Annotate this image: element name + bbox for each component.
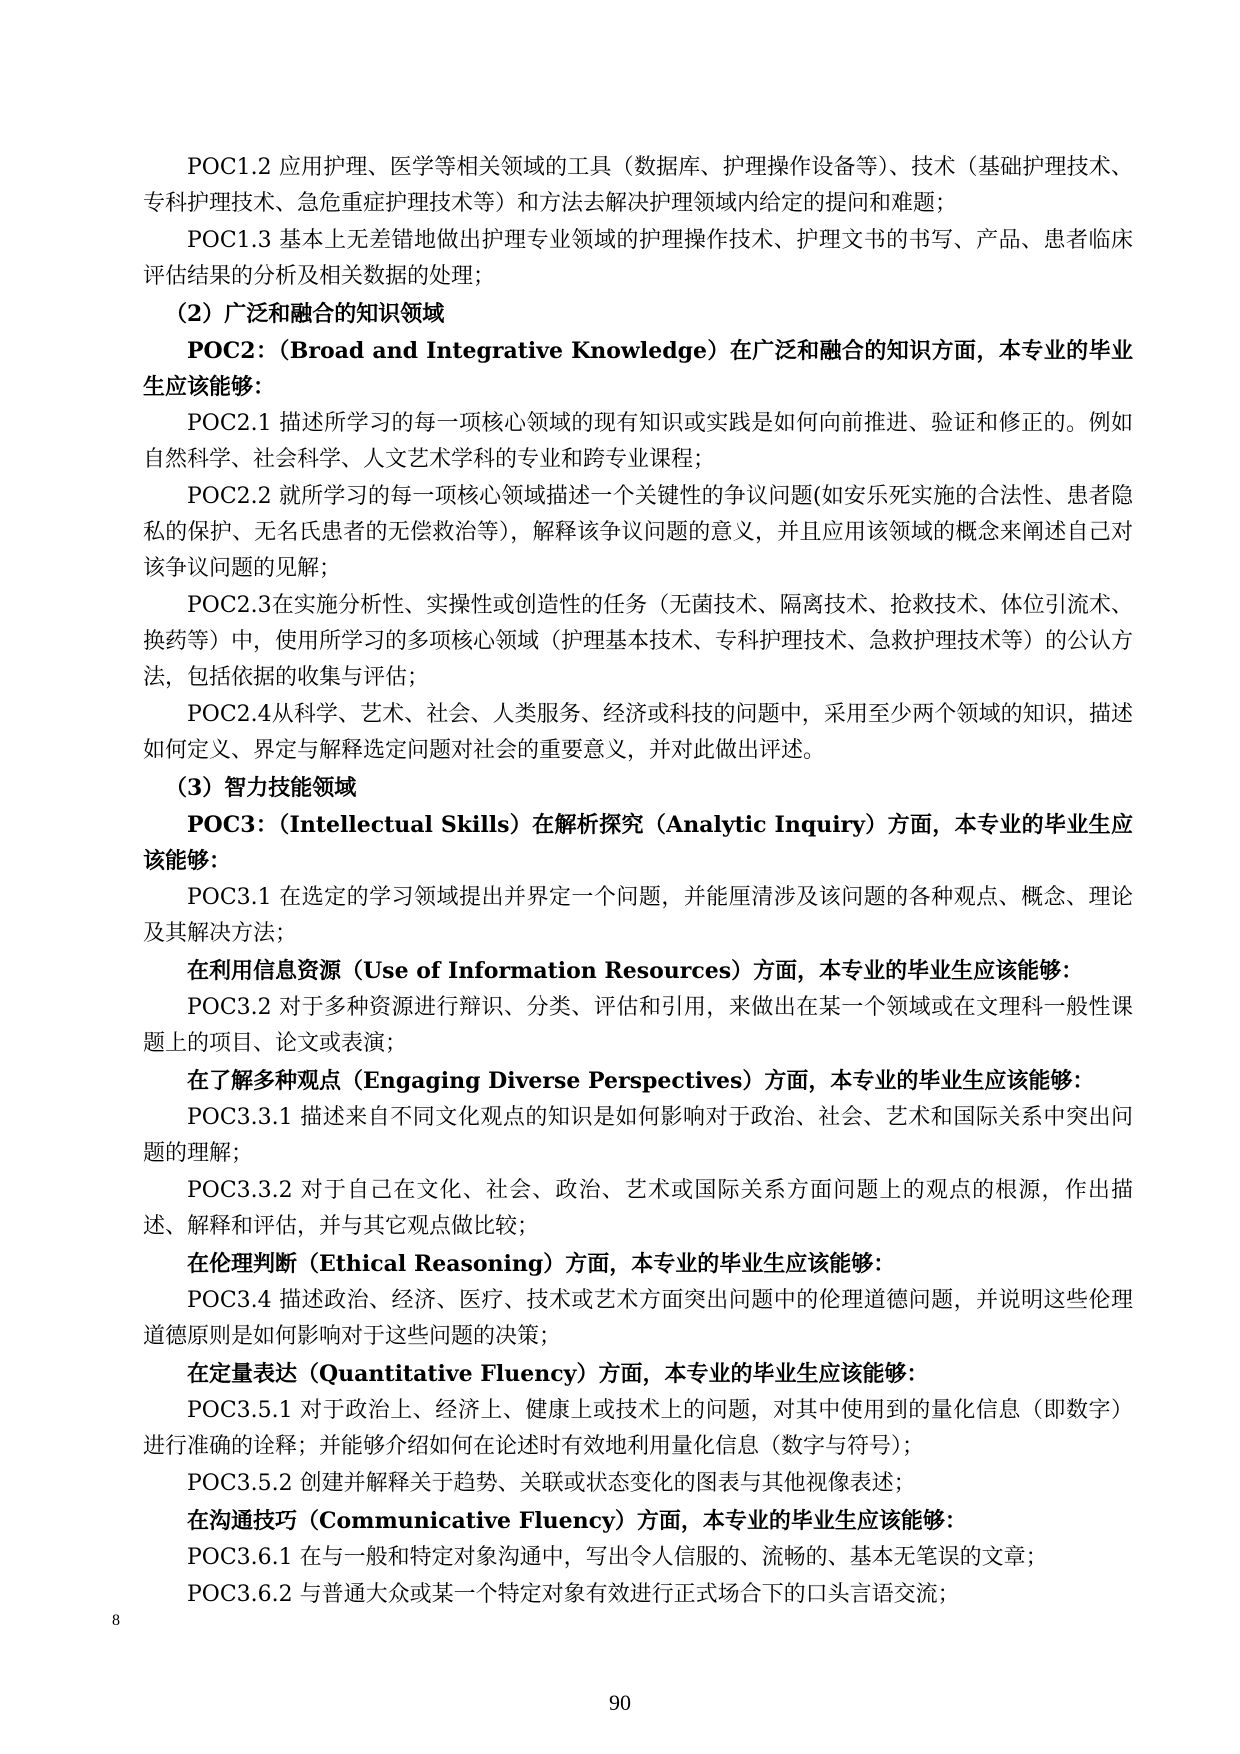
paragraph-poc1-2: POC1.2 应用护理、医学等相关领域的工具（数据库、护理操作设备等）、技术（基础护理技术、专科护理技术、急危重症护理技术等）和方法去解决护理领域内给定的提问和难题； <box>143 155 1133 216</box>
paragraph-poc3-1: POC3.1 在选定的学习领域提出并界定一个问题，并能厘清涉及该问题的各种观点、概念、理论及其解决方法； <box>143 885 1133 946</box>
paragraph-poc3-6-1: POC3.6.1 在与一般和特定对象沟通中，写出令人信服的、流畅的、基本无笔误的文章； <box>187 1545 1048 1570</box>
paragraph-poc3-3-2: POC3.3.2 对于自己在文化、社会、政治、艺术或国际关系方面问题上的观点的根源，作出描述、解释和评估，并与其它观点做比较； <box>143 1178 1133 1239</box>
paragraph-poc3-5-1: POC3.5.1 对于政治上、经济上、健康上或技术上的问题，对其中使用到的量化信息（即数字）进行准确的诠释；并能够介绍如何在论述时有效地利用量化信息（数字与符号）； <box>143 1398 1133 1459</box>
subheading-diverse-perspectives: 在了解多种观点（Engaging Diverse Perspectives）方面，本专业的毕业生应该能够： <box>187 1068 1095 1094</box>
paragraph-poc1-3: POC1.3 基本上无差错地做出护理专业领域的护理操作技术、护理文书的书写、产品、患者临床评估结果的分析及相关数据的处理； <box>143 228 1133 289</box>
paragraph-poc3-4: POC3.4 描述政治、经济、医疗、技术或艺术方面突出问题中的伦理道德问题，并说明这些伦理道德原则是如何影响对于这些问题的决策； <box>143 1288 1133 1349</box>
paragraph-poc2-1: POC2.1 描述所学习的每一项核心领域的现有知识或实践是如何向前推进、验证和修正的。例如自然科学、社会科学、人文艺术学科的专业和跨专业课程； <box>143 411 1133 472</box>
paragraph-poc3-2: POC3.2 对于多种资源进行辩识、分类、评估和引用，来做出在某一个领域或在文理科一般性课题上的项目、论文或表演； <box>143 995 1133 1056</box>
page-number: 90 <box>609 1690 631 1715</box>
paragraph-poc3-5-2: POC3.5.2 创建并解释关于趋势、关联或状态变化的图表与其他视像表述； <box>187 1471 916 1496</box>
subheading-ethical-reasoning: 在伦理判断（Ethical Reasoning）方面，本专业的毕业生应该能够： <box>187 1251 896 1277</box>
footnote-marker: 8 <box>112 1612 120 1629</box>
subheading-communicative-fluency: 在沟通技巧（Communicative Fluency）方面，本专业的毕业生应该能够： <box>187 1508 967 1534</box>
paragraph-poc3-3-1: POC3.3.1 描述来自不同文化观点的知识是如何影响对于政治、社会、艺术和国际关系中突出问题的理解； <box>143 1105 1133 1166</box>
section-heading-3: （3）智力技能领域 <box>165 775 357 801</box>
paragraph-poc2: POC2：（Broad and Integrative Knowledge）在广泛和融合的知识方面，本专业的毕业生应该能够： <box>143 338 1133 400</box>
subheading-quantitative-fluency: 在定量表达（Quantitative Fluency）方面，本专业的毕业生应该能够： <box>187 1361 929 1387</box>
paragraph-poc3-6-2: POC3.6.2 与普通大众或某一个特定对象有效进行正式场合下的口头言语交流； <box>187 1582 960 1607</box>
paragraph-poc3: POC3：（Intellectual Skills）在解析探究（Analytic Inquiry）方面，本专业的毕业生应该能够： <box>143 812 1133 874</box>
section-heading-2: （2）广泛和融合的知识领域 <box>165 301 445 327</box>
document-body <box>143 150 1133 1614</box>
paragraph-poc2-3: POC2.3在实施分析性、实操性或创造性的任务（无菌技术、隔离技术、抢救技术、体位引流术、换药等）中，使用所学习的多项核心领域（护理基本技术、专科护理技术、急救护理技术等）的公认方法，包括依据的收集与评估； <box>143 593 1134 690</box>
paragraph-poc2-2: POC2.2 就所学习的每一项核心领域描述一个关键性的争议问题(如安乐死实施的合法性、患者隐私的保护、无名氏患者的无偿救治等），解释该争议问题的意义，并且应用该领域的概念来阐述自己对该争议问题的见解； <box>143 484 1133 581</box>
paragraph-poc2-4: POC2.4从科学、艺术、社会、人类服务、经济或科技的问题中，采用至少两个领域的知识，描述如何定义、界定与解释选定问题对社会的重要意义，并对此做出评述。 <box>143 702 1133 763</box>
subheading-information-resources: 在利用信息资源（Use of Information Resources）方面，本专业的毕业生应该能够： <box>187 958 1084 984</box>
